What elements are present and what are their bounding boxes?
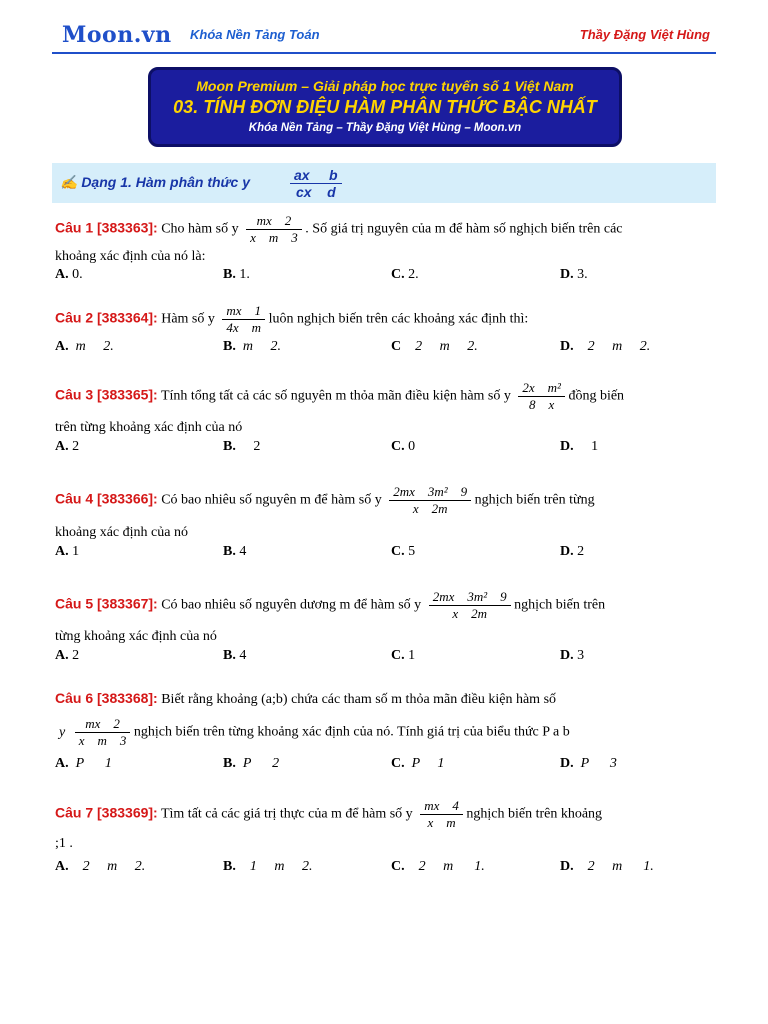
option-a[interactable]: A. 0. [55, 267, 83, 282]
question-text: Tính tổng tất cả các số nguyên m thỏa mãn điều kiện hàm số y [160, 388, 511, 404]
question-5 [55, 589, 605, 622]
fraction-denominator: x m [427, 815, 456, 830]
option-b[interactable]: B. P 2 [223, 756, 280, 771]
question-label: Câu 1 [383363]: [55, 219, 158, 236]
option-b[interactable]: B. 4 [223, 648, 247, 663]
fraction-numerator: mx 1 [222, 303, 265, 320]
option-b[interactable]: B. 1 m 2. [223, 859, 313, 874]
option-c[interactable]: C. 1 [391, 648, 416, 663]
question-fraction [420, 798, 463, 831]
option-a[interactable]: A. 2 m 2. [55, 859, 146, 874]
question-text-line2: khoảng xác định của nó [55, 525, 188, 540]
fraction-denominator: x 2m [452, 606, 487, 621]
page-header [0, 22, 768, 52]
option-a[interactable]: A. P 1 [55, 756, 112, 771]
option-d[interactable]: D. 1 [560, 439, 599, 454]
option-c[interactable]: C. 2. [391, 267, 419, 282]
fraction-numerator: mx 4 [420, 798, 463, 815]
section-header [52, 163, 716, 203]
question-fraction [389, 484, 471, 517]
question-fraction [429, 589, 511, 622]
question-label: Câu 2 [383364]: [55, 309, 158, 326]
fraction-denominator: 4x m [226, 320, 262, 335]
fraction-numerator: 2mx 3m² 9 [389, 484, 471, 501]
option-c[interactable]: C 2 m 2. [391, 339, 478, 354]
moon-logo[interactable]: Moon.vn [62, 22, 172, 48]
question-text: Cho hàm số y [161, 221, 239, 237]
answer-options [55, 859, 735, 877]
option-b[interactable]: B. 2 [223, 439, 261, 454]
question-text-line2: khoảng xác định của nó là: [55, 249, 206, 264]
question-text: Có bao nhiêu số nguyên dương m để hàm số y [161, 597, 422, 613]
option-b[interactable]: B. m 2. [223, 339, 281, 354]
fraction-denominator: x m 3 [250, 230, 298, 245]
function-symbol: y [59, 724, 66, 740]
question-4 [55, 484, 595, 517]
question-fraction [246, 213, 302, 246]
question-text-cont: nghịch biến trên khoảng [466, 806, 603, 822]
question-fraction [75, 716, 131, 749]
fraction-numerator: 2x m² [518, 380, 565, 397]
answer-options [55, 648, 735, 666]
question-label: Câu 5 [383367]: [55, 595, 158, 612]
option-a[interactable]: A. m 2. [55, 339, 114, 354]
teacher-name: Thầy Đặng Việt Hùng [579, 27, 710, 42]
question-text-cont: luôn nghịch biến trên các khoảng xác định thì: [268, 311, 529, 327]
header-divider [52, 52, 716, 54]
question-fraction [518, 380, 565, 413]
option-c[interactable]: C. 5 [391, 544, 416, 559]
question-2 [55, 303, 528, 336]
question-6 [55, 690, 556, 708]
answer-options [55, 267, 735, 285]
banner-subtitle: Khóa Nền Tảng – Thầy Đặng Việt Hùng – Moon.vn [248, 122, 522, 134]
fraction-numerator: mx 2 [75, 716, 131, 733]
course-name: Khóa Nền Tảng Toán [190, 27, 320, 42]
option-d[interactable]: D. 2 [560, 544, 585, 559]
fraction-denominator: x 2m [412, 501, 448, 516]
option-c[interactable]: C. P 1 [391, 756, 445, 771]
question-text-cont: nghịch biến trên [514, 597, 606, 613]
question-text-line2: trên từng khoảng xác định của nó [55, 420, 243, 435]
banner-tagline: Moon Premium – Giải pháp học trực tuyến số 1 Việt Nam [196, 78, 574, 94]
fraction-denominator: x m 3 [78, 733, 127, 748]
question-text-cont: nghịch biến trên từng khoảng xác định của nó. Tính giá trị của biểu thức P a b [133, 724, 570, 740]
fraction-denominator: cx d [295, 184, 336, 200]
answer-options [55, 439, 735, 457]
question-label: Câu 6 [383368]: [55, 690, 158, 706]
option-a[interactable]: A. 2 [55, 439, 80, 454]
question-text: Biết rằng khoảng (a;b) chứa các tham số m thỏa mãn điều kiện hàm số [161, 692, 557, 707]
question-label: Câu 4 [383366]: [55, 490, 158, 507]
question-text: Tìm tất cả các giá trị thực của m để hàm số y [160, 806, 413, 822]
question-7 [55, 798, 602, 831]
question-text: Có bao nhiêu số nguyên m để hàm số y [161, 492, 382, 508]
option-d[interactable]: D. P 3 [560, 756, 617, 771]
question-text-cont: nghịch biến trên từng [474, 492, 595, 508]
fraction-numerator: ax b [290, 167, 342, 184]
option-d[interactable]: D. 3. [560, 267, 588, 282]
answer-options [55, 544, 735, 562]
question-3 [55, 380, 624, 413]
question-text-cont: . Số giá trị nguyên của m để hàm số nghịch biến trên các [305, 221, 623, 237]
question-1 [55, 213, 623, 246]
fraction-denominator: 8 x [529, 397, 555, 412]
option-d[interactable]: D. 3 [560, 648, 585, 663]
option-d[interactable]: D. 2 m 2. [560, 339, 651, 354]
question-text-line2: ;1 . [55, 836, 73, 851]
option-a[interactable]: A. 1 [55, 544, 80, 559]
question-text: Hàm số y [161, 311, 215, 327]
question-label: Câu 3 [383365]: [55, 386, 158, 403]
question-6-line2 [55, 716, 570, 749]
option-c[interactable]: C. 2 m 1. [391, 859, 485, 874]
lesson-title: 03. TÍNH ĐƠN ĐIỆU HÀM PHÂN THỨC BẬC NHẤT [173, 97, 597, 117]
option-c[interactable]: C. 0 [391, 439, 416, 454]
title-banner [148, 67, 622, 147]
question-fraction [222, 303, 265, 336]
fraction-numerator: 2mx 3m² 9 [429, 589, 511, 606]
option-a[interactable]: A. 2 [55, 648, 80, 663]
section-title: ✍ Dạng 1. Hàm phân thức y [60, 174, 251, 190]
answer-options [55, 339, 735, 357]
option-b[interactable]: B. 4 [223, 544, 247, 559]
option-b[interactable]: B. 1. [223, 267, 250, 282]
question-label: Câu 7 [383369]: [55, 804, 158, 821]
question-text-line2: từng khoảng xác định của nó [55, 629, 217, 644]
option-d[interactable]: D. 2 m 1. [560, 859, 654, 874]
section-fraction [290, 167, 342, 200]
question-text-cont: đồng biến [568, 388, 625, 404]
fraction-numerator: mx 2 [246, 213, 302, 230]
answer-options [55, 756, 735, 774]
